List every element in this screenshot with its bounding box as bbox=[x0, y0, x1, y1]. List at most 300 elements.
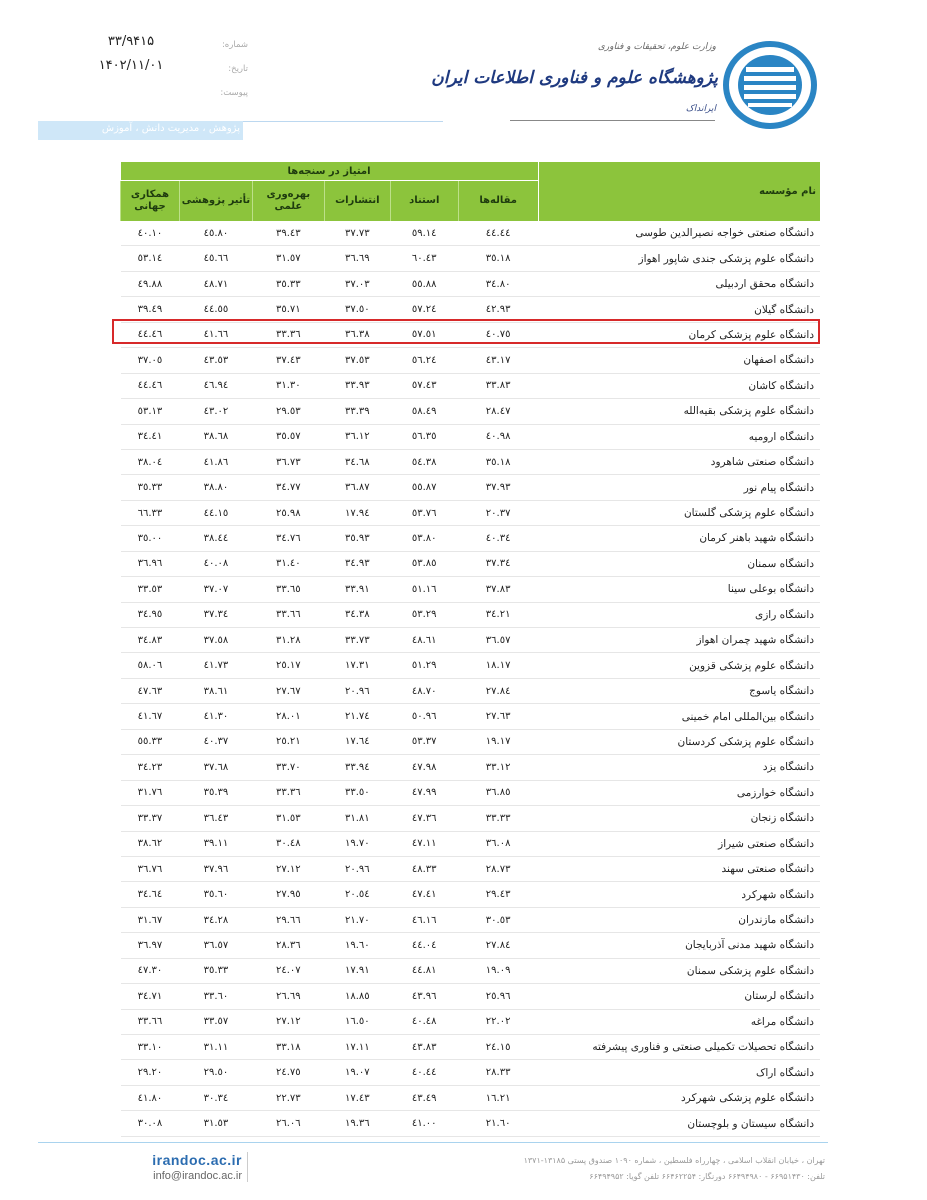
table-row bbox=[121, 678, 821, 703]
score-cell: ٣٦.٧٦ bbox=[121, 856, 180, 881]
score-cell: ٢٩.٢٠ bbox=[121, 1060, 180, 1085]
score-cell: ١٨.١٧ bbox=[458, 653, 538, 678]
score-cell: ٢٩.٥٣ bbox=[252, 399, 324, 424]
score-cell: ٢٧.٩٥ bbox=[252, 882, 324, 907]
score-cell: ٦٠.٤٣ bbox=[390, 246, 458, 271]
institution-name: دانشگاه شهرکرد bbox=[538, 882, 820, 907]
score-cell: ٣٦.٦٩ bbox=[324, 246, 390, 271]
table-row bbox=[121, 1009, 821, 1034]
table-row bbox=[121, 475, 821, 500]
score-cell: ٣٣.٨٣ bbox=[458, 373, 538, 398]
institution-name: دانشگاه محقق اردبیلی bbox=[538, 271, 820, 296]
score-cell: ٣٦.٩٧ bbox=[121, 933, 180, 958]
score-cell: ٤١.٨٠ bbox=[121, 1085, 180, 1110]
score-cell: ٥٣.٨٠ bbox=[390, 526, 458, 551]
score-cell: ١٩.٣٦ bbox=[324, 1111, 390, 1136]
score-cell: ١٧.٤٣ bbox=[324, 1085, 390, 1110]
table-row bbox=[121, 958, 821, 983]
score-cell: ٣٧.٣٤ bbox=[458, 551, 538, 576]
score-cell: ٢٨.٠١ bbox=[252, 704, 324, 729]
score-cell: ٣٠.٠٨ bbox=[121, 1111, 180, 1136]
table-row bbox=[121, 373, 821, 398]
score-cell: ٥٣.٧٦ bbox=[390, 500, 458, 525]
metrics-group-header: امتیاز در سنجه‌ها bbox=[121, 162, 539, 181]
score-cell: ٣٦.٥٧ bbox=[458, 628, 538, 653]
score-cell: ٣٠.٣٤ bbox=[179, 1085, 252, 1110]
institution-name: دانشگاه لرستان bbox=[538, 984, 820, 1009]
score-cell: ٤٤.١٥ bbox=[179, 500, 252, 525]
score-cell: ٣٣.١٨ bbox=[252, 1035, 324, 1060]
institution-name: دانشگاه علوم پزشکی سمنان bbox=[538, 958, 820, 983]
score-cell: ١٦.٥٠ bbox=[324, 1009, 390, 1034]
score-cell: ١٧.١١ bbox=[324, 1035, 390, 1060]
institution-name: دانشگاه یزد bbox=[538, 755, 820, 780]
institution-name: دانشگاه علوم پزشکی جندی شاپور اهواز bbox=[538, 246, 820, 271]
score-cell: ٤٩.٨٨ bbox=[121, 271, 180, 296]
score-cell: ٣٥.١٨ bbox=[458, 449, 538, 474]
score-cell: ٣٠.٥٣ bbox=[458, 907, 538, 932]
score-cell: ٣٧.٤٣ bbox=[252, 348, 324, 373]
footer-phones: تلفن: ۶۶۹۵۱۴۳۰ - ۶۶۴۹۴۹۸۰ دورنگار: ۶۶۴۶۲۲۵۴ تلفن گویا: ۶۶۴۹۴۹۵۲ bbox=[589, 1172, 825, 1181]
score-cell: ٣٦.٨٥ bbox=[458, 780, 538, 805]
score-cell: ٢٩.٦٦ bbox=[252, 907, 324, 932]
table-row bbox=[121, 449, 821, 474]
score-cell: ٣٣.٣٦ bbox=[252, 780, 324, 805]
institution-name: دانشگاه گیلان bbox=[538, 297, 820, 322]
score-cell: ٣٤.٩٣ bbox=[324, 551, 390, 576]
score-cell: ٣٦.١٢ bbox=[324, 424, 390, 449]
score-cell: ٤١.٦٧ bbox=[121, 704, 180, 729]
organization-short-name: ایرانداک bbox=[685, 104, 716, 114]
score-cell: ٤٦.١٦ bbox=[390, 907, 458, 932]
score-cell: ٥١.١٦ bbox=[390, 577, 458, 602]
score-cell: ٥٣.١٣ bbox=[121, 399, 180, 424]
institution-name: دانشگاه مازندران bbox=[538, 907, 820, 932]
table-row bbox=[121, 1060, 821, 1085]
score-cell: ١٩.٦٠ bbox=[324, 933, 390, 958]
table-row bbox=[121, 755, 821, 780]
score-cell: ٣١.٨١ bbox=[324, 806, 390, 831]
score-cell: ٥٧.٢٤ bbox=[390, 297, 458, 322]
score-cell: ٣٧.٩٦ bbox=[179, 856, 252, 881]
score-cell: ٣٧.٠٧ bbox=[179, 577, 252, 602]
organization-name: پژوهشگاه علوم و فناوری اطلاعات ایران bbox=[431, 68, 718, 88]
score-cell: ٤١.٧٣ bbox=[179, 653, 252, 678]
score-cell: ٢١.٧٠ bbox=[324, 907, 390, 932]
score-cell: ٣٣.٩٤ bbox=[324, 755, 390, 780]
institution-name: دانشگاه علوم پزشکی گلستان bbox=[538, 500, 820, 525]
score-cell: ٢١.٧٤ bbox=[324, 704, 390, 729]
letter-number: ۳۳/۹۴۱۵ bbox=[107, 34, 155, 49]
score-cell: ٤١.٣٠ bbox=[179, 704, 252, 729]
score-cell: ١٧.٦٤ bbox=[324, 729, 390, 754]
score-cell: ٢٩.٤٣ bbox=[458, 882, 538, 907]
footer-separator bbox=[247, 1152, 248, 1182]
score-cell: ٣٣.٧٠ bbox=[252, 755, 324, 780]
institution-name: دانشگاه علوم پزشکی کرمان bbox=[538, 322, 820, 347]
score-table bbox=[120, 162, 820, 1137]
score-cell: ٣١.١١ bbox=[179, 1035, 252, 1060]
institution-name: دانشگاه کاشان bbox=[538, 373, 820, 398]
score-cell: ٣٨.٤٤ bbox=[179, 526, 252, 551]
score-cell: ٣٣.٦٥ bbox=[252, 577, 324, 602]
score-cell: ٥٦.٢٤ bbox=[390, 348, 458, 373]
score-cell: ٣٣.٥٠ bbox=[324, 780, 390, 805]
table-row bbox=[121, 297, 821, 322]
score-cell: ٣٧.٣٤ bbox=[179, 602, 252, 627]
table-row bbox=[121, 246, 821, 271]
col-header-citations: استناد bbox=[390, 181, 458, 222]
score-cell: ٣٣.١٢ bbox=[458, 755, 538, 780]
score-cell: ٥٦.٣٥ bbox=[390, 424, 458, 449]
score-cell: ٤٧.٤١ bbox=[390, 882, 458, 907]
score-cell: ٥٨.٤٩ bbox=[390, 399, 458, 424]
score-cell: ٤٠.٣٤ bbox=[458, 526, 538, 551]
score-cell: ٣٨.٦٢ bbox=[121, 831, 180, 856]
institution-name: دانشگاه علوم پزشکی بقیه‌الله bbox=[538, 399, 820, 424]
score-cell: ٥٩.١٤ bbox=[390, 221, 458, 246]
institution-name: دانشگاه مراغه bbox=[538, 1009, 820, 1034]
score-cell: ١٧.٩٤ bbox=[324, 500, 390, 525]
score-cell: ٢٨.٧٣ bbox=[458, 856, 538, 881]
score-cell: ٣١.٤٠ bbox=[252, 551, 324, 576]
score-cell: ٤٨.٧٠ bbox=[390, 678, 458, 703]
table-row bbox=[121, 526, 821, 551]
score-cell: ٥٤.٣٨ bbox=[390, 449, 458, 474]
score-cell: ٣٤.٨٠ bbox=[458, 271, 538, 296]
score-cell: ٢٢.٠٢ bbox=[458, 1009, 538, 1034]
table-row bbox=[121, 856, 821, 881]
score-cell: ٣٣.٣٣ bbox=[458, 806, 538, 831]
score-cell: ٣٣.٣٩ bbox=[324, 399, 390, 424]
score-cell: ٣٣.١٠ bbox=[121, 1035, 180, 1060]
score-cell: ٥٣.٨٥ bbox=[390, 551, 458, 576]
score-cell: ٢٧.٦٣ bbox=[458, 704, 538, 729]
table-row bbox=[121, 1111, 821, 1136]
table-row-highlighted bbox=[121, 322, 821, 347]
score-cell: ٣٣.٩٣ bbox=[324, 373, 390, 398]
score-cell: ٣٤.٦٨ bbox=[324, 449, 390, 474]
score-cell: ٣٧.٦٨ bbox=[179, 755, 252, 780]
institution-name: دانشگاه شهید مدنی آذربایجان bbox=[538, 933, 820, 958]
score-cell: ١٦.٢١ bbox=[458, 1085, 538, 1110]
score-cell: ٢٨.٣٦ bbox=[252, 933, 324, 958]
table-row bbox=[121, 602, 821, 627]
score-cell: ٢٧.٨٤ bbox=[458, 933, 538, 958]
score-cell: ٥٥.٨٧ bbox=[390, 475, 458, 500]
score-cell: ٣٣.٧٣ bbox=[324, 628, 390, 653]
score-cell: ٣٦.٧٣ bbox=[252, 449, 324, 474]
score-cell: ٤٧.٣٠ bbox=[121, 958, 180, 983]
score-cell: ٢١.٦٠ bbox=[458, 1111, 538, 1136]
table-row bbox=[121, 1085, 821, 1110]
score-cell: ٣٧.٩٣ bbox=[458, 475, 538, 500]
score-cell: ٤١.٠٠ bbox=[390, 1111, 458, 1136]
score-cell: ٥٥.٣٣ bbox=[121, 729, 180, 754]
institution-name: دانشگاه شهید چمران اهواز bbox=[538, 628, 820, 653]
score-cell: ٢٥.٢١ bbox=[252, 729, 324, 754]
score-cell: ٤٥.٦٦ bbox=[179, 246, 252, 271]
score-cell: ٣٤.٩٥ bbox=[121, 602, 180, 627]
score-cell: ٢٠.٩٦ bbox=[324, 856, 390, 881]
score-cell: ٣٧.٨٣ bbox=[458, 577, 538, 602]
score-cell: ٤٤.٤٦ bbox=[121, 373, 180, 398]
score-cell: ٣٥.٣٩ bbox=[179, 780, 252, 805]
score-cell: ٢٠.٣٧ bbox=[458, 500, 538, 525]
table-row bbox=[121, 399, 821, 424]
institution-name: دانشگاه خوارزمی bbox=[538, 780, 820, 805]
institution-name: دانشگاه علوم پزشکی شهرکرد bbox=[538, 1085, 820, 1110]
score-cell: ٣٩.١١ bbox=[179, 831, 252, 856]
score-cell: ٥٧.٤٣ bbox=[390, 373, 458, 398]
table-row bbox=[121, 628, 821, 653]
score-cell: ٢٧.١٢ bbox=[252, 856, 324, 881]
institution-name: دانشگاه علوم پزشکی کردستان bbox=[538, 729, 820, 754]
table-row bbox=[121, 500, 821, 525]
score-cell: ٣٠.٤٨ bbox=[252, 831, 324, 856]
institution-name: دانشگاه یاسوج bbox=[538, 678, 820, 703]
score-cell: ٣٣.٣٦ bbox=[252, 322, 324, 347]
institution-name: دانشگاه زنجان bbox=[538, 806, 820, 831]
score-cell: ٣٥.٧١ bbox=[252, 297, 324, 322]
score-cell: ٤١.٦٦ bbox=[179, 322, 252, 347]
institution-name: دانشگاه تحصیلات تکمیلی صنعتی و فناوری پیشرفته bbox=[538, 1035, 820, 1060]
score-cell: ٢٠.٩٦ bbox=[324, 678, 390, 703]
score-cell: ٢٤.٠٧ bbox=[252, 958, 324, 983]
table-row bbox=[121, 984, 821, 1009]
institution-name: دانشگاه بین‌المللی امام خمینی bbox=[538, 704, 820, 729]
score-cell: ٣٣.٦٠ bbox=[179, 984, 252, 1009]
score-cell: ١٩.٧٠ bbox=[324, 831, 390, 856]
score-cell: ٤٠.٤٤ bbox=[390, 1060, 458, 1085]
score-cell: ٣١.٥٣ bbox=[179, 1111, 252, 1136]
table-row bbox=[121, 1035, 821, 1060]
score-cell: ٤٧.٩٨ bbox=[390, 755, 458, 780]
score-cell: ٥٠.٩٦ bbox=[390, 704, 458, 729]
score-cell: ٣٦.٥٧ bbox=[179, 933, 252, 958]
institution-name: دانشگاه ارومیه bbox=[538, 424, 820, 449]
score-cell: ٢٢.٧٣ bbox=[252, 1085, 324, 1110]
score-cell: ٣٧.٠٣ bbox=[324, 271, 390, 296]
score-cell: ٣٧.٥٠ bbox=[324, 297, 390, 322]
score-cell: ٢٦.٦٩ bbox=[252, 984, 324, 1009]
score-cell: ٥٨.٠٦ bbox=[121, 653, 180, 678]
footer-divider bbox=[38, 1142, 828, 1143]
institution-name: دانشگاه صنعتی شیراز bbox=[538, 831, 820, 856]
institution-name: دانشگاه اراک bbox=[538, 1060, 820, 1085]
table-row bbox=[121, 348, 821, 373]
score-cell: ٤٠.٣٧ bbox=[179, 729, 252, 754]
score-cell: ٤٣.٨٣ bbox=[390, 1035, 458, 1060]
footer-address: تهران ، خیابان انقلاب اسلامی ، چهارراه فلسطین ، شماره ۱۰۹۰ صندوق پستی ۱۳۱۸۵-۱۳۷۱ bbox=[523, 1156, 825, 1165]
score-cell: ٤٤.٤٦ bbox=[121, 322, 180, 347]
col-header-articles: مقاله‌ها bbox=[458, 181, 538, 222]
topic-line bbox=[243, 121, 443, 122]
score-cell: ١٨.٨٥ bbox=[324, 984, 390, 1009]
institution-name: دانشگاه صنعتی خواجه نصیرالدین طوسی bbox=[538, 221, 820, 246]
score-cell: ٣٨.٠٤ bbox=[121, 449, 180, 474]
institution-name: دانشگاه علوم پزشکی قزوین bbox=[538, 653, 820, 678]
score-cell: ٤٠.٠٨ bbox=[179, 551, 252, 576]
score-cell: ٣١.٥٧ bbox=[252, 246, 324, 271]
score-cell: ٣٣.٦٦ bbox=[121, 1009, 180, 1034]
table-row bbox=[121, 221, 821, 246]
score-cell: ٣١.٢٨ bbox=[252, 628, 324, 653]
institution-name: دانشگاه صنعتی شاهرود bbox=[538, 449, 820, 474]
score-cell: ٤٠.٧٥ bbox=[458, 322, 538, 347]
score-cell: ٣٨.٨٠ bbox=[179, 475, 252, 500]
score-cell: ٣٥.٠٠ bbox=[121, 526, 180, 551]
score-cell: ٢٠.٥٤ bbox=[324, 882, 390, 907]
score-cell: ٣٣.٣٧ bbox=[121, 806, 180, 831]
institution-name: دانشگاه رازی bbox=[538, 602, 820, 627]
letter-date: ۱۴۰۲/۱۱/۰۱ bbox=[98, 58, 164, 73]
score-cell: ٥٣.٢٩ bbox=[390, 602, 458, 627]
score-cell: ٣٧.٧٣ bbox=[324, 221, 390, 246]
score-cell: ٤٨.٦١ bbox=[390, 628, 458, 653]
score-cell: ٤٠.٩٨ bbox=[458, 424, 538, 449]
score-cell: ٣٣.٦٦ bbox=[252, 602, 324, 627]
score-cell: ٤٢.٩٣ bbox=[458, 297, 538, 322]
table-row bbox=[121, 907, 821, 932]
score-cell: ٣١.٣٠ bbox=[252, 373, 324, 398]
score-cell: ٣٦.٣٨ bbox=[324, 322, 390, 347]
score-cell: ٣٩.٤٩ bbox=[121, 297, 180, 322]
score-cell: ٥٣.٣٧ bbox=[390, 729, 458, 754]
score-cell: ٦٦.٣٣ bbox=[121, 500, 180, 525]
topic-text: پژوهش ، مدیریت دانش ، آموزش bbox=[101, 123, 240, 134]
score-cell: ٤٧.٦٣ bbox=[121, 678, 180, 703]
table-row bbox=[121, 806, 821, 831]
institution-name: دانشگاه سیستان و بلوچستان bbox=[538, 1111, 820, 1136]
score-cell: ٣٤.٧٦ bbox=[252, 526, 324, 551]
score-cell: ٤٨.٣٣ bbox=[390, 856, 458, 881]
score-cell: ٣٤.٢٣ bbox=[121, 755, 180, 780]
score-cell: ٢٨.٤٧ bbox=[458, 399, 538, 424]
table-row bbox=[121, 704, 821, 729]
score-cell: ١٧.٩١ bbox=[324, 958, 390, 983]
institution-name: دانشگاه پیام نور bbox=[538, 475, 820, 500]
score-cell: ٢٤.٧٥ bbox=[252, 1060, 324, 1085]
letterhead-divider bbox=[510, 120, 715, 121]
score-cell: ٣٧.٥٨ bbox=[179, 628, 252, 653]
score-cell: ٣٧.٥٣ bbox=[324, 348, 390, 373]
score-cell: ٣٤.٣٨ bbox=[324, 602, 390, 627]
score-cell: ٢٧.٨٤ bbox=[458, 678, 538, 703]
score-cell: ٣٤.٤١ bbox=[121, 424, 180, 449]
score-cell: ٤٧.٣٦ bbox=[390, 806, 458, 831]
table-row bbox=[121, 653, 821, 678]
table-row bbox=[121, 271, 821, 296]
score-cell: ٣٧.٠٥ bbox=[121, 348, 180, 373]
score-cell: ٣٥.٥٧ bbox=[252, 424, 324, 449]
score-cell: ٣٥.٩٣ bbox=[324, 526, 390, 551]
score-cell: ١٩.٠٩ bbox=[458, 958, 538, 983]
score-cell: ٢٩.٥٠ bbox=[179, 1060, 252, 1085]
score-cell: ٣٨.٦١ bbox=[179, 678, 252, 703]
score-cell: ٣٨.٦٨ bbox=[179, 424, 252, 449]
score-cell: ٣٤.٢١ bbox=[458, 602, 538, 627]
score-cell: ٣٦.٠٨ bbox=[458, 831, 538, 856]
number-label: شماره: bbox=[221, 40, 248, 50]
institution-name: دانشگاه بوعلی سینا bbox=[538, 577, 820, 602]
score-cell: ٢٥.١٧ bbox=[252, 653, 324, 678]
col-header-international-collaboration: همکاری جهانی bbox=[121, 181, 180, 222]
score-cell: ١٧.٣١ bbox=[324, 653, 390, 678]
irandoc-logo bbox=[722, 40, 818, 130]
table-row bbox=[121, 577, 821, 602]
score-cell: ٥٥.٨٨ bbox=[390, 271, 458, 296]
score-cell: ٢٧.٦٧ bbox=[252, 678, 324, 703]
col-header-scientific-productivity: بهره‌وری علمی bbox=[252, 181, 324, 222]
score-cell: ٣٤.٦٤ bbox=[121, 882, 180, 907]
score-cell: ٥١.٢٩ bbox=[390, 653, 458, 678]
score-cell: ٣٤.٨٣ bbox=[121, 628, 180, 653]
score-cell: ٤٠.٤٨ bbox=[390, 1009, 458, 1034]
table-row bbox=[121, 424, 821, 449]
table-row bbox=[121, 780, 821, 805]
footer-email[interactable]: info@irandoc.ac.ir bbox=[153, 1170, 242, 1182]
table-row bbox=[121, 551, 821, 576]
score-cell: ٤٣.٤٩ bbox=[390, 1085, 458, 1110]
score-cell: ٤٨.٧١ bbox=[179, 271, 252, 296]
institution-name: دانشگاه سمنان bbox=[538, 551, 820, 576]
score-cell: ٤٤.٤٤ bbox=[458, 221, 538, 246]
score-cell: ٢٤.١٥ bbox=[458, 1035, 538, 1060]
col-header-publications: انتشارات bbox=[324, 181, 390, 222]
score-cell: ٤١.٨٦ bbox=[179, 449, 252, 474]
score-cell: ٢٨.٣٣ bbox=[458, 1060, 538, 1085]
table-row bbox=[121, 882, 821, 907]
score-cell: ٣٣.٥٧ bbox=[179, 1009, 252, 1034]
score-cell: ٣٤.٧٧ bbox=[252, 475, 324, 500]
score-cell: ٢٦.٠٦ bbox=[252, 1111, 324, 1136]
score-cell: ٣٩.٤٣ bbox=[252, 221, 324, 246]
score-cell: ٢٥.٩٨ bbox=[252, 500, 324, 525]
score-cell: ٣٥.٦٠ bbox=[179, 882, 252, 907]
score-cell: ٤٤.٨١ bbox=[390, 958, 458, 983]
institution-name: دانشگاه شهید باهنر کرمان bbox=[538, 526, 820, 551]
score-cell: ٤٦.٩٤ bbox=[179, 373, 252, 398]
score-cell: ٣٤.٧١ bbox=[121, 984, 180, 1009]
footer-website[interactable]: irandoc.ac.ir bbox=[152, 1152, 242, 1168]
institution-name: دانشگاه صنعتی سهند bbox=[538, 856, 820, 881]
score-cell: ٥٧.٥١ bbox=[390, 322, 458, 347]
col-header-research-impact: تأثیر پژوهشی bbox=[179, 181, 252, 222]
score-cell: ١٩.١٧ bbox=[458, 729, 538, 754]
score-cell: ٤٤.٠٤ bbox=[390, 933, 458, 958]
attachment-label: پیوست: bbox=[220, 88, 248, 98]
score-cell: ٣٦.٨٧ bbox=[324, 475, 390, 500]
score-cell: ٤٧.١١ bbox=[390, 831, 458, 856]
score-cell: ٣٦.٩٦ bbox=[121, 551, 180, 576]
score-cell: ٣١.٦٧ bbox=[121, 907, 180, 932]
score-cell: ٤٤.٥٥ bbox=[179, 297, 252, 322]
score-cell: ٣٤.٢٨ bbox=[179, 907, 252, 932]
score-cell: ٣٥.١٨ bbox=[458, 246, 538, 271]
score-cell: ٤٥.٨٠ bbox=[179, 221, 252, 246]
table-row bbox=[121, 933, 821, 958]
table-row bbox=[121, 831, 821, 856]
score-cell: ٣٣.٩١ bbox=[324, 577, 390, 602]
score-cell: ٢٥.٩٦ bbox=[458, 984, 538, 1009]
score-cell: ١٩.٠٧ bbox=[324, 1060, 390, 1085]
score-cell: ٤٣.٩٦ bbox=[390, 984, 458, 1009]
table-row bbox=[121, 729, 821, 754]
score-cell: ٤٧.٩٩ bbox=[390, 780, 458, 805]
score-cell: ٣٥.٣٣ bbox=[179, 958, 252, 983]
score-cell: ٤٣.١٧ bbox=[458, 348, 538, 373]
